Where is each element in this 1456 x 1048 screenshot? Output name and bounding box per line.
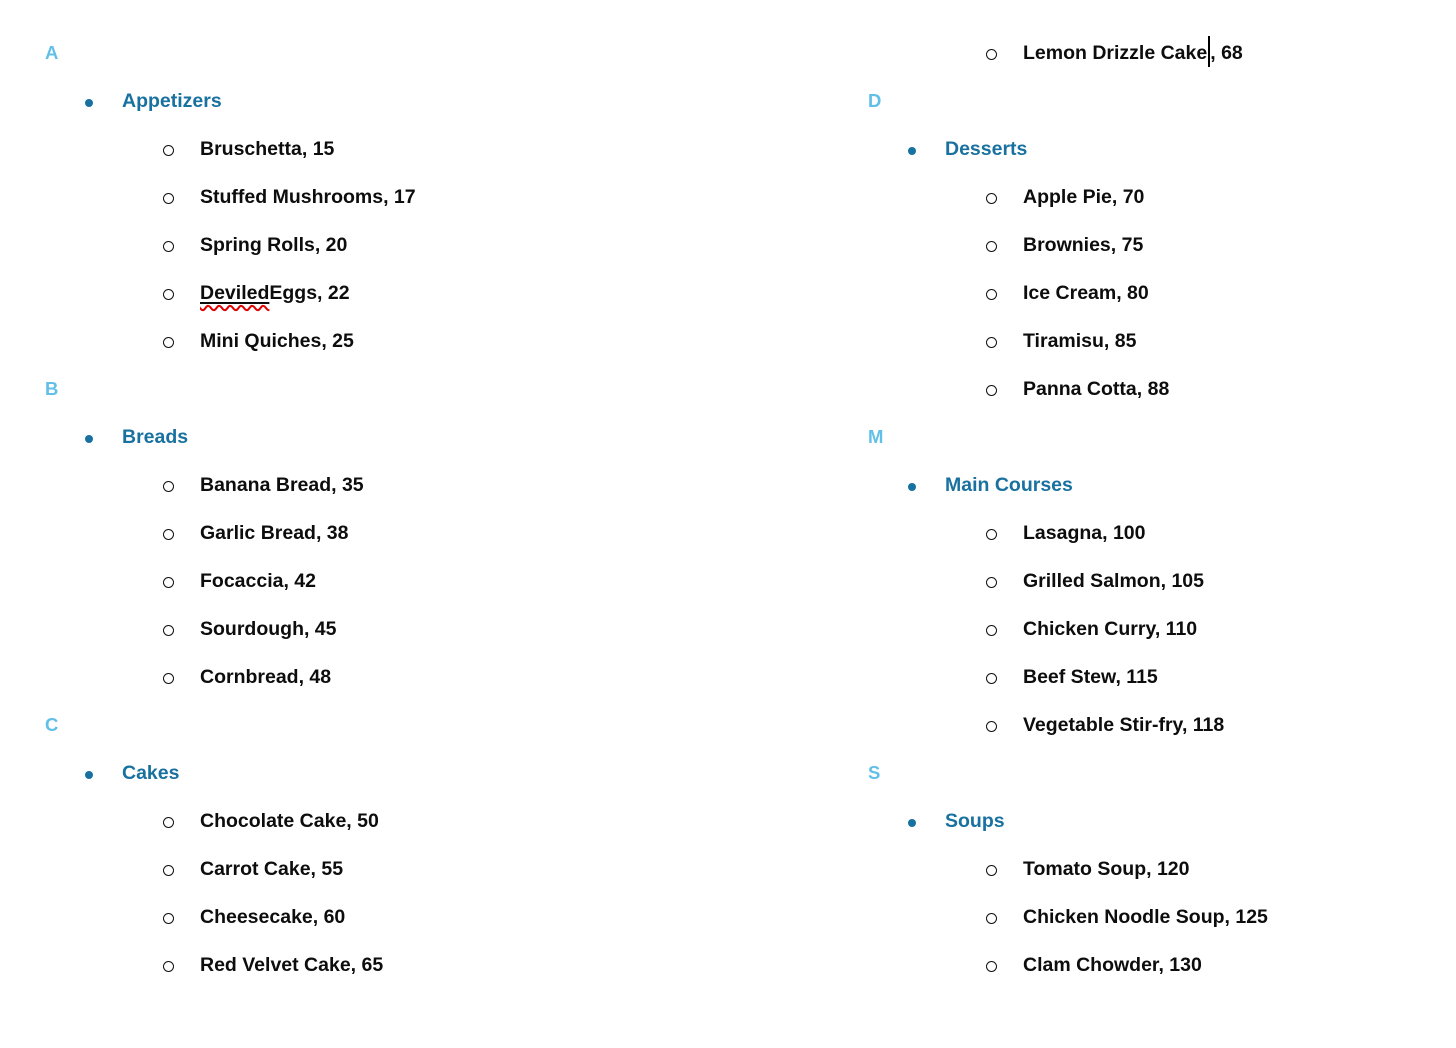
menu-item-text: Beef Stew, 115 <box>1023 665 1158 688</box>
bullet-icon <box>85 771 93 779</box>
menu-item-line-misspelled[interactable] <box>45 269 625 317</box>
category-text: Main Courses <box>945 473 1073 496</box>
menu-item-text: Chicken Noodle Soup, 125 <box>1023 905 1268 928</box>
circle-bullet-icon <box>986 721 997 732</box>
index-letter-text: C <box>45 714 59 735</box>
category-text: Appetizers <box>122 89 222 112</box>
menu-item-line[interactable] <box>868 941 1448 989</box>
misspelled-word: Deviled <box>200 281 270 304</box>
menu-item-text: Lasagna, 100 <box>1023 521 1146 544</box>
menu-item-text: Eggs, 22 <box>269 281 350 304</box>
category-text: Soups <box>945 809 1005 832</box>
menu-item-line[interactable] <box>45 461 625 509</box>
circle-bullet-icon <box>163 865 174 876</box>
category-line[interactable] <box>45 749 625 797</box>
category-line[interactable] <box>45 77 625 125</box>
menu-item-text: Brownies, 75 <box>1023 233 1144 256</box>
index-letter-text: S <box>868 762 881 783</box>
circle-bullet-icon <box>163 145 174 156</box>
menu-item-text: Apple Pie, 70 <box>1023 185 1145 208</box>
circle-bullet-icon <box>163 577 174 588</box>
menu-item-line[interactable] <box>45 653 625 701</box>
menu-item-line[interactable] <box>868 893 1448 941</box>
menu-item-text: Tiramisu, 85 <box>1023 329 1137 352</box>
menu-item-line[interactable] <box>45 797 625 845</box>
menu-item-text: Lemon Drizzle Cake <box>1023 41 1208 64</box>
index-letter-text: B <box>45 378 59 399</box>
circle-bullet-icon <box>986 241 997 252</box>
menu-item-line[interactable] <box>45 605 625 653</box>
bullet-icon <box>908 483 916 491</box>
index-letter-text: A <box>45 42 59 63</box>
menu-item-line[interactable] <box>868 653 1448 701</box>
index-letter-text: D <box>868 90 882 111</box>
category-text: Breads <box>122 425 189 448</box>
menu-item-text: Chicken Curry, 110 <box>1023 617 1198 640</box>
index-letter-text: M <box>868 426 884 447</box>
menu-item-text: Vegetable Stir-fry, 118 <box>1023 713 1225 736</box>
circle-bullet-icon <box>986 193 997 204</box>
circle-bullet-icon <box>163 481 174 492</box>
circle-bullet-icon <box>986 625 997 636</box>
bullet-icon <box>85 435 93 443</box>
category-line[interactable] <box>868 797 1448 845</box>
menu-item-text: Cornbread, 48 <box>200 665 332 688</box>
circle-bullet-icon <box>163 529 174 540</box>
menu-item-line[interactable] <box>45 509 625 557</box>
circle-bullet-icon <box>163 241 174 252</box>
menu-item-text: Garlic Bread, 38 <box>200 521 349 544</box>
menu-item-line[interactable] <box>868 701 1448 749</box>
menu-item-line[interactable] <box>868 509 1448 557</box>
menu-item-line[interactable] <box>868 173 1448 221</box>
menu-item-text: Panna Cotta, 88 <box>1023 377 1170 400</box>
index-letter-line[interactable] <box>45 29 625 77</box>
circle-bullet-icon <box>986 337 997 348</box>
menu-item-line[interactable] <box>45 941 625 989</box>
circle-bullet-icon <box>163 337 174 348</box>
menu-item-text: Chocolate Cake, 50 <box>200 809 379 832</box>
circle-bullet-icon <box>163 289 174 300</box>
index-letter-line[interactable] <box>868 749 1448 797</box>
circle-bullet-icon <box>163 625 174 636</box>
menu-item-line[interactable] <box>868 845 1448 893</box>
index-letter-line[interactable] <box>45 365 625 413</box>
menu-item-line[interactable] <box>45 557 625 605</box>
menu-item-text: Bruschetta, 15 <box>200 137 335 160</box>
menu-item-line[interactable] <box>45 125 625 173</box>
index-letter-line[interactable] <box>868 77 1448 125</box>
circle-bullet-icon <box>163 193 174 204</box>
circle-bullet-icon <box>163 913 174 924</box>
menu-item-line[interactable] <box>45 173 625 221</box>
menu-item-line[interactable] <box>868 221 1448 269</box>
menu-item-text: Red Velvet Cake, 65 <box>200 953 384 976</box>
menu-item-text: Grilled Salmon, 105 <box>1023 569 1204 592</box>
text-cursor <box>1208 36 1210 67</box>
menu-item-text: Stuffed Mushrooms, 17 <box>200 185 416 208</box>
circle-bullet-icon <box>986 865 997 876</box>
menu-item-text: Carrot Cake, 55 <box>200 857 344 880</box>
menu-item-text: Ice Cream, 80 <box>1023 281 1149 304</box>
bullet-icon <box>85 99 93 107</box>
circle-bullet-icon <box>986 529 997 540</box>
category-line[interactable] <box>868 125 1448 173</box>
menu-item-line[interactable] <box>45 317 625 365</box>
menu-item-text: Clam Chowder, 130 <box>1023 953 1202 976</box>
index-letter-line[interactable] <box>45 701 625 749</box>
spellcheck-squiggle <box>200 282 269 305</box>
bullet-icon <box>908 819 916 827</box>
menu-item-line-with-cursor[interactable] <box>868 29 1448 77</box>
menu-item-text: Cheesecake, 60 <box>200 905 346 928</box>
category-line[interactable] <box>45 413 625 461</box>
menu-item-line[interactable] <box>45 845 625 893</box>
menu-item-text: Mini Quiches, 25 <box>200 329 354 352</box>
menu-item-text: , 68 <box>1210 41 1243 64</box>
circle-bullet-icon <box>986 577 997 588</box>
circle-bullet-icon <box>986 961 997 972</box>
circle-bullet-icon <box>986 289 997 300</box>
circle-bullet-icon <box>986 913 997 924</box>
category-line[interactable] <box>868 461 1448 509</box>
circle-bullet-icon <box>163 673 174 684</box>
index-letter-line[interactable] <box>868 413 1448 461</box>
menu-item-text: Focaccia, 42 <box>200 569 316 592</box>
document-column-left <box>45 29 625 989</box>
menu-item-text: Banana Bread, 35 <box>200 473 364 496</box>
menu-item-line[interactable] <box>45 893 625 941</box>
menu-item-line[interactable] <box>868 557 1448 605</box>
category-text: Desserts <box>945 137 1028 160</box>
menu-item-line[interactable] <box>868 317 1448 365</box>
circle-bullet-icon <box>986 385 997 396</box>
menu-item-text: Tomato Soup, 120 <box>1023 857 1190 880</box>
circle-bullet-icon <box>163 961 174 972</box>
circle-bullet-icon <box>986 673 997 684</box>
menu-item-line[interactable] <box>868 269 1448 317</box>
bullet-icon <box>908 147 916 155</box>
menu-item-line[interactable] <box>45 221 625 269</box>
menu-item-line[interactable] <box>868 365 1448 413</box>
circle-bullet-icon <box>986 49 997 60</box>
menu-item-line[interactable] <box>868 605 1448 653</box>
menu-item-text: Spring Rolls, 20 <box>200 233 348 256</box>
menu-item-text: Sourdough, 45 <box>200 617 337 640</box>
circle-bullet-icon <box>163 817 174 828</box>
category-text: Cakes <box>122 761 180 784</box>
document-column-right <box>868 29 1448 989</box>
